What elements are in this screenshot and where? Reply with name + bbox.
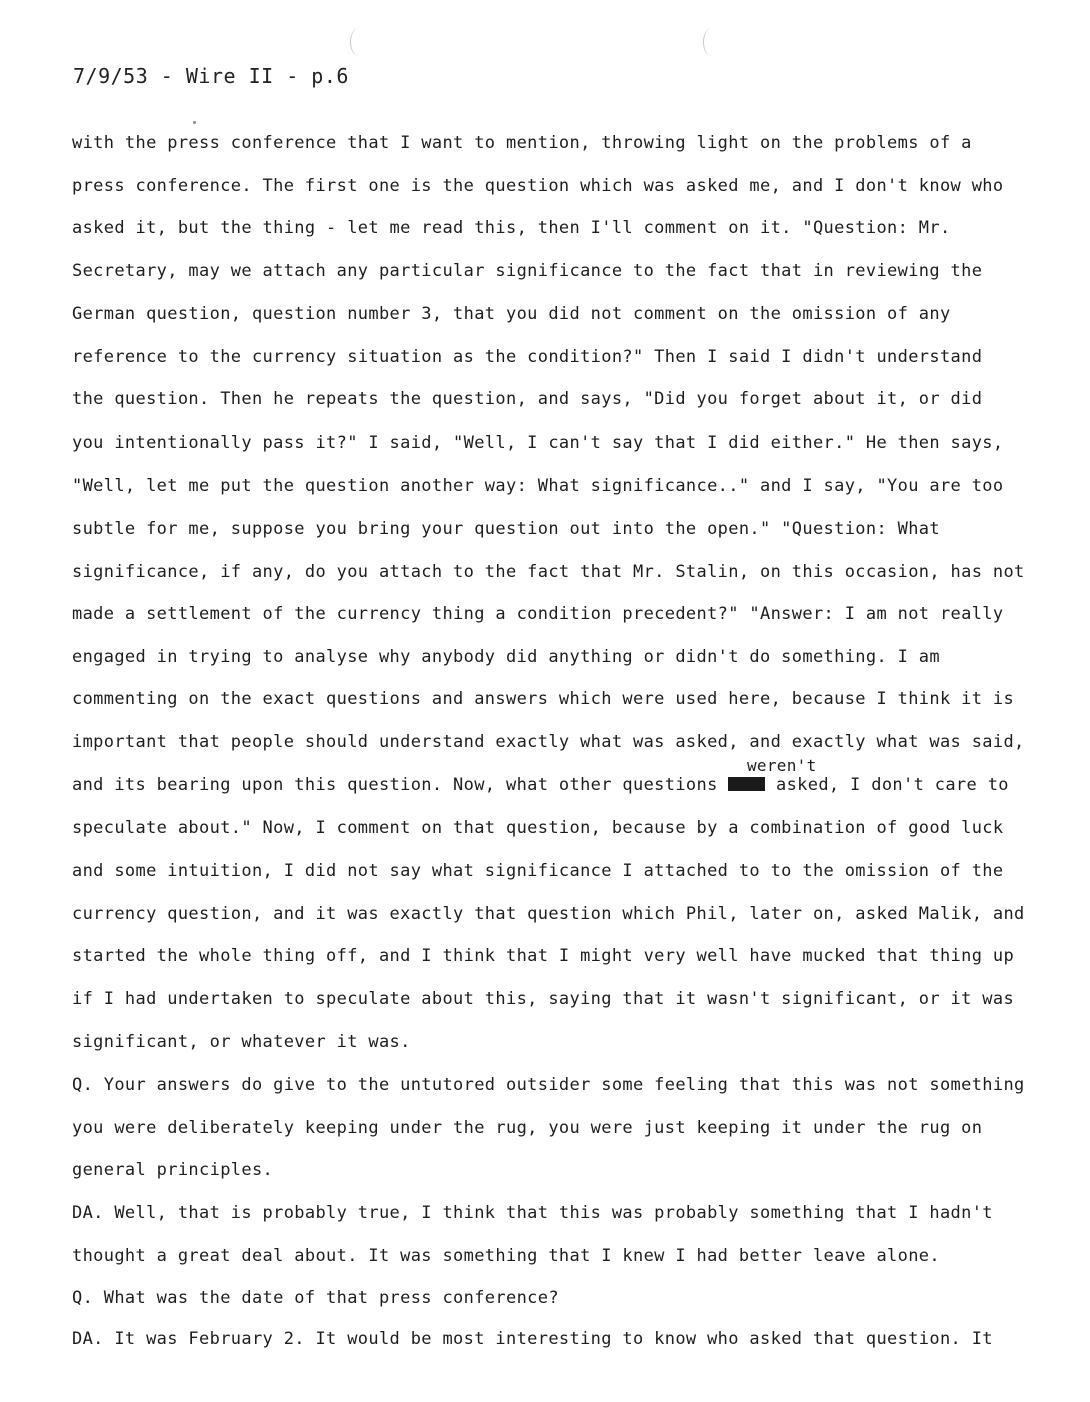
- text-line-15: important that people should understand exactly what was asked, and exactly what was said,: [72, 732, 1025, 752]
- text-line-13: engaged in trying to analyse why anybody did anything or didn't do something. I am: [72, 647, 940, 667]
- text-line-3: asked it, but the thing - let me read this, then I'll comment on it. "Question: Mr.: [72, 218, 951, 238]
- text-line-16-start: and its bearing upon this question. Now, what other questions: [72, 775, 718, 795]
- text-line-20: started the whole thing off, and I think that I might very well have mucked that thing up: [72, 946, 1015, 966]
- struck-out-word: xxxx: [729, 776, 765, 792]
- text-line-5: German question, question number 3, that you did not comment on the omission of any: [72, 304, 951, 324]
- text-line-27: thought a great deal about. It was something that I knew I had better leave alone.: [72, 1246, 940, 1266]
- text-line-26: DA. Well, that is probably true, I think that this was probably something that I hadn't: [72, 1203, 993, 1223]
- stray-mark: [193, 121, 196, 124]
- typed-correction: weren't: [747, 756, 817, 775]
- text-line-14: commenting on the exact questions and answers which were used here, because I think it is: [72, 689, 1015, 709]
- text-line-23: Q. Your answers do give to the untutored outsider some feeling that this was not something: [72, 1075, 1025, 1095]
- text-line-29: DA. It was February 2. It would be most interesting to know who asked that question. It: [72, 1329, 993, 1349]
- text-line-16: [72, 774, 1009, 796]
- text-line-18: and some intuition, I did not say what significance I attached to to the omission of the: [72, 861, 1004, 881]
- text-line-9: "Well, let me put the question another way: What significance.." and I say, "You are too: [72, 476, 1004, 496]
- text-line-17: speculate about." Now, I comment on that question, because by a combination of good luck: [72, 818, 1004, 838]
- text-line-12: made a settlement of the currency thing a condition precedent?" "Answer: I am not really: [72, 604, 1004, 624]
- text-line-24: you were deliberately keeping under the rug, you were just keeping it under the rug on: [72, 1118, 983, 1138]
- page-header: 7/9/53 - Wire II - p.6: [73, 64, 349, 88]
- text-line-21: if I had undertaken to speculate about this, saying that it wasn't significant, or it was: [72, 989, 1015, 1009]
- text-line-7: the question. Then he repeats the question, and says, "Did you forget about it, or did: [72, 389, 983, 409]
- binder-hole-mark-right: [703, 28, 720, 56]
- text-line-19: currency question, and it was exactly that question which Phil, later on, asked Malik, and: [72, 904, 1025, 924]
- text-line-25: general principles.: [72, 1160, 274, 1180]
- binder-hole-mark-left: [350, 28, 367, 56]
- text-line-2: press conference. The first one is the question which was asked me, and I don't know who: [72, 176, 1004, 196]
- text-line-28: Q. What was the date of that press conference?: [72, 1288, 559, 1308]
- text-line-8: you intentionally pass it?" I said, "Well, I can't say that I did either." He then says,: [72, 433, 1004, 453]
- text-line-22: significant, or whatever it was.: [72, 1032, 411, 1052]
- text-line-10: subtle for me, suppose you bring your question out into the open." "Question: What: [72, 519, 940, 539]
- text-line-11: significance, if any, do you attach to the fact that Mr. Stalin, on this occasion, has not: [72, 562, 1025, 582]
- text-line-4: Secretary, may we attach any particular significance to the fact that in reviewing the: [72, 261, 983, 281]
- text-line-1: with the press conference that I want to mention, throwing light on the problems of a: [72, 133, 972, 153]
- text-line-6: reference to the currency situation as the condition?" Then I said I didn't understand: [72, 347, 983, 367]
- text-line-16-end: asked, I don't care to: [765, 775, 1009, 795]
